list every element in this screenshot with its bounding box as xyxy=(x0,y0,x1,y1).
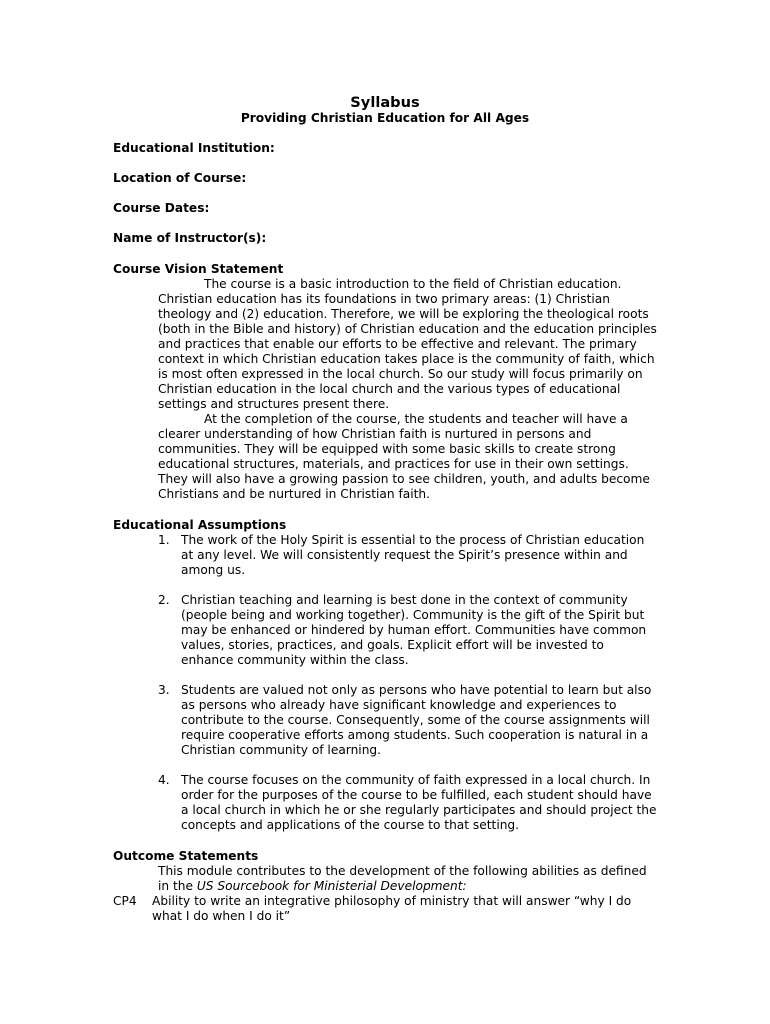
vision-paragraph: At the completion of the course, the students and teacher will have a clearer understanding of how Christian faith is nurtured in persons and communities. They will be equipped with some basic skills to create strong educational structures, materials, and practices for use in their own settings. They will also have a growing passion to see children, youth, and adults become Christians and be nurtured in Christian faith. xyxy=(158,412,650,501)
outcomes-source: US Sourcebook for Ministerial Development: xyxy=(196,879,467,893)
document-title: Syllabus xyxy=(350,94,420,111)
outcome-text: Ability to write an integrative philosophy of ministry that will answer “why I do what I do when I do it” xyxy=(152,894,632,923)
list-item-number: 1. xyxy=(158,533,170,547)
list-item-number: 4. xyxy=(158,773,170,787)
list-item xyxy=(158,773,658,833)
list-item xyxy=(158,533,658,578)
field-educational-institution: Educational Institution: xyxy=(113,141,275,155)
outcome-code: CP4 xyxy=(113,894,137,908)
vision-paragraph: The course is a basic introduction to the field of Christian education. Christian education has its foundations in two primary areas: (1) Christian theology and (2) education. Therefore, we will be exploring the theological roots (both in the Bible and history) of Christian education and the education principles and practices that enable our efforts to be effective and relevant. The primary context in which Christian education takes place is the community of faith, which is most often expressed in the local church. So our study will focus primarily on Christian education in the local church and the various types of educational settings and structures present there. xyxy=(158,277,657,411)
vision-heading: Course Vision Statement xyxy=(113,262,284,276)
outcomes-intro xyxy=(158,864,658,894)
field-location-of-course: Location of Course: xyxy=(113,171,247,185)
list-item xyxy=(158,593,658,668)
assumptions-list xyxy=(158,533,658,833)
document-subtitle: Providing Christian Education for All Ages xyxy=(240,111,530,125)
list-item-number: 2. xyxy=(158,593,170,607)
vision-statement xyxy=(158,277,658,502)
assumptions-heading: Educational Assumptions xyxy=(113,518,287,532)
outcome-item xyxy=(113,894,653,924)
list-item-text: The course focuses on the community of faith expressed in a local church. In order for the purposes of the course to be fulfilled, each student should have a local church in which he or she regularly participates and should project the concepts and applications of the course to that setting. xyxy=(181,773,657,832)
field-course-dates: Course Dates: xyxy=(113,201,210,215)
outcomes-heading: Outcome Statements xyxy=(113,849,259,863)
list-item-text: The work of the Holy Spirit is essential to the process of Christian education at any level. We will consistently request the Spirit’s presence within and among us. xyxy=(181,533,645,577)
list-item-text: Christian teaching and learning is best done in the context of community (people being and working together). Community is the gift of the Spirit but may be enhanced or hindered by human effort. Communities have common values, stories, practices, and goals. Explicit effort will be invested to enhance community within the class. xyxy=(181,593,647,667)
outcomes-intro-text: This module contributes to the development of the following abilities as defined in the xyxy=(158,864,647,893)
list-item-text: Students are valued not only as persons who have potential to learn but also as persons who already have significant knowledge and experiences to contribute to the course. Consequently, some of the course assignments will require cooperative efforts among students. Such cooperation is natural in a Christian community of learning. xyxy=(181,683,652,757)
field-instructor-name: Name of Instructor(s): xyxy=(113,231,267,245)
list-item-number: 3. xyxy=(158,683,170,697)
list-item xyxy=(158,683,658,758)
